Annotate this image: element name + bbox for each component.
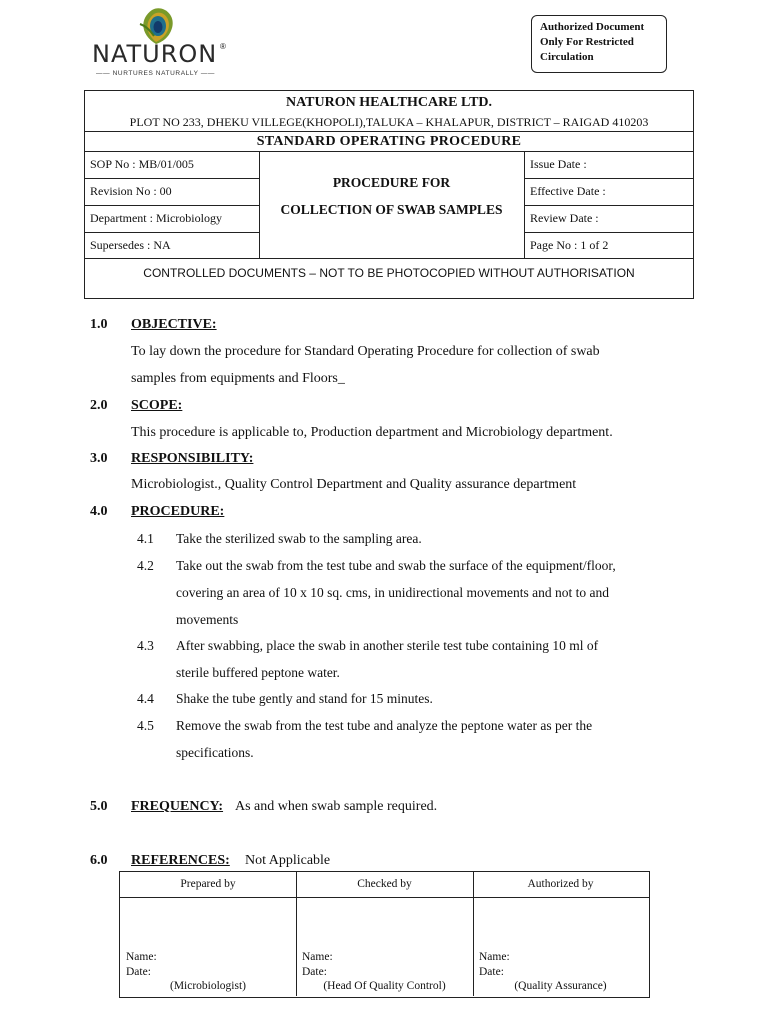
sop-title-line-2: COLLECTION OF SWAB SAMPLES [280, 202, 503, 217]
section-heading-scope: SCOPE: [131, 398, 183, 413]
revision-number: Revision No : 00 [90, 184, 172, 198]
company-address: PLOT NO 233, DHEKU VILLEGE(KHOPOLI),TALUKA – KHALAPUR, DISTRICT – RAIGAD 410203 [129, 115, 649, 129]
name-label: Name: [479, 951, 510, 963]
company-name: NATURON HEALTHCARE LTD. [285, 95, 493, 110]
controlled-document-notice: CONTROLLED DOCUMENTS – NOT TO BE PHOTOCOPIED WITHOUT AUTHORISATION [143, 266, 635, 280]
date-label: Date: [302, 966, 327, 978]
sop-title-line-1: PROCEDURE FOR [332, 175, 451, 190]
step-number: 4.2 [137, 558, 154, 573]
frequency-text: As and when swab sample required. [235, 799, 438, 814]
signature-column-authorized [473, 872, 648, 997]
section-heading-responsibility: RESPONSIBILITY: [131, 451, 254, 466]
section-heading-objective: OBJECTIVE: [131, 317, 217, 332]
scope-text: This procedure is applicable to, Production department and Microbiology department. [131, 425, 613, 440]
issue-date: Issue Date : [530, 157, 587, 171]
section-number-references: 6.0 [90, 853, 108, 868]
authorized-document-notice [531, 15, 667, 73]
registered-mark: ® [220, 42, 226, 51]
step-text: Shake the tube gently and stand for 15 minutes. [176, 691, 433, 706]
objective-text-line-1: To lay down the procedure for Standard Operating Procedure for collection of swab [131, 344, 600, 359]
auth-line-3: Circulation [540, 51, 594, 63]
column-header: Checked by [357, 878, 412, 890]
responsibility-text: Microbiologist., Quality Control Department and Quality assurance department [131, 477, 577, 492]
step-text: sterile buffered peptone water. [176, 665, 340, 680]
auth-line-2: Only For Restricted [540, 36, 634, 48]
step-text: After swabbing, place the swab in another sterile test tube containing 10 ml of [176, 638, 599, 653]
sop-number: SOP No : MB/01/005 [90, 157, 194, 171]
step-text: Take the sterilized swab to the sampling area. [176, 531, 422, 546]
signatory-role: (Microbiologist) [169, 980, 247, 992]
section-heading-references: REFERENCES: [131, 853, 230, 868]
logo-tagline: —— NURTURES NATURALLY —— [96, 70, 216, 77]
date-label: Date: [126, 966, 151, 978]
step-text: specifications. [176, 745, 254, 760]
name-label: Name: [302, 951, 333, 963]
step-number: 4.4 [137, 691, 154, 706]
step-number: 4.3 [137, 638, 154, 653]
effective-date: Effective Date : [530, 184, 606, 198]
section-number-frequency: 5.0 [90, 799, 108, 814]
signature-column-checked [296, 872, 473, 997]
department: Department : Microbiology [90, 211, 222, 225]
supersedes: Supersedes : NA [90, 238, 171, 252]
date-label: Date: [479, 966, 504, 978]
sop-header-table [84, 90, 694, 299]
company-logo [88, 6, 228, 78]
logo-wordmark: NATURON [92, 40, 218, 68]
auth-line-1: Authorized Document [540, 21, 645, 33]
step-number: 4.1 [137, 531, 154, 546]
step-number: 4.5 [137, 718, 154, 733]
section-heading-procedure: PROCEDURE: [131, 504, 225, 519]
section-number-objective: 1.0 [90, 317, 108, 332]
step-text: covering an area of 10 x 10 sq. cms, in unidirectional movements and not to and [176, 585, 610, 600]
page-number: Page No : 1 of 2 [530, 238, 609, 252]
objective-text-line-2: samples from equipments and Floors_ [131, 371, 345, 386]
signature-column-prepared [120, 872, 296, 997]
step-text: movements [176, 612, 239, 627]
section-number-procedure: 4.0 [90, 504, 108, 519]
name-label: Name: [126, 951, 157, 963]
section-number-scope: 2.0 [90, 398, 108, 413]
column-header: Authorized by [527, 878, 594, 890]
column-header: Prepared by [180, 878, 236, 890]
review-date: Review Date : [530, 211, 599, 225]
signatory-role: (Quality Assurance) [514, 980, 607, 992]
section-number-responsibility: 3.0 [90, 451, 108, 466]
signature-table [119, 871, 650, 998]
references-text: Not Applicable [245, 853, 331, 868]
step-text: Take out the swab from the test tube and swab the surface of the equipment/floor, [176, 558, 616, 573]
document-type: STANDARD OPERATING PROCEDURE [256, 134, 522, 149]
section-heading-frequency: FREQUENCY: [131, 799, 224, 814]
step-text: Remove the swab from the test tube and analyze the peptone water as per the [176, 718, 593, 733]
signatory-role: (Head Of Quality Control) [323, 980, 446, 992]
